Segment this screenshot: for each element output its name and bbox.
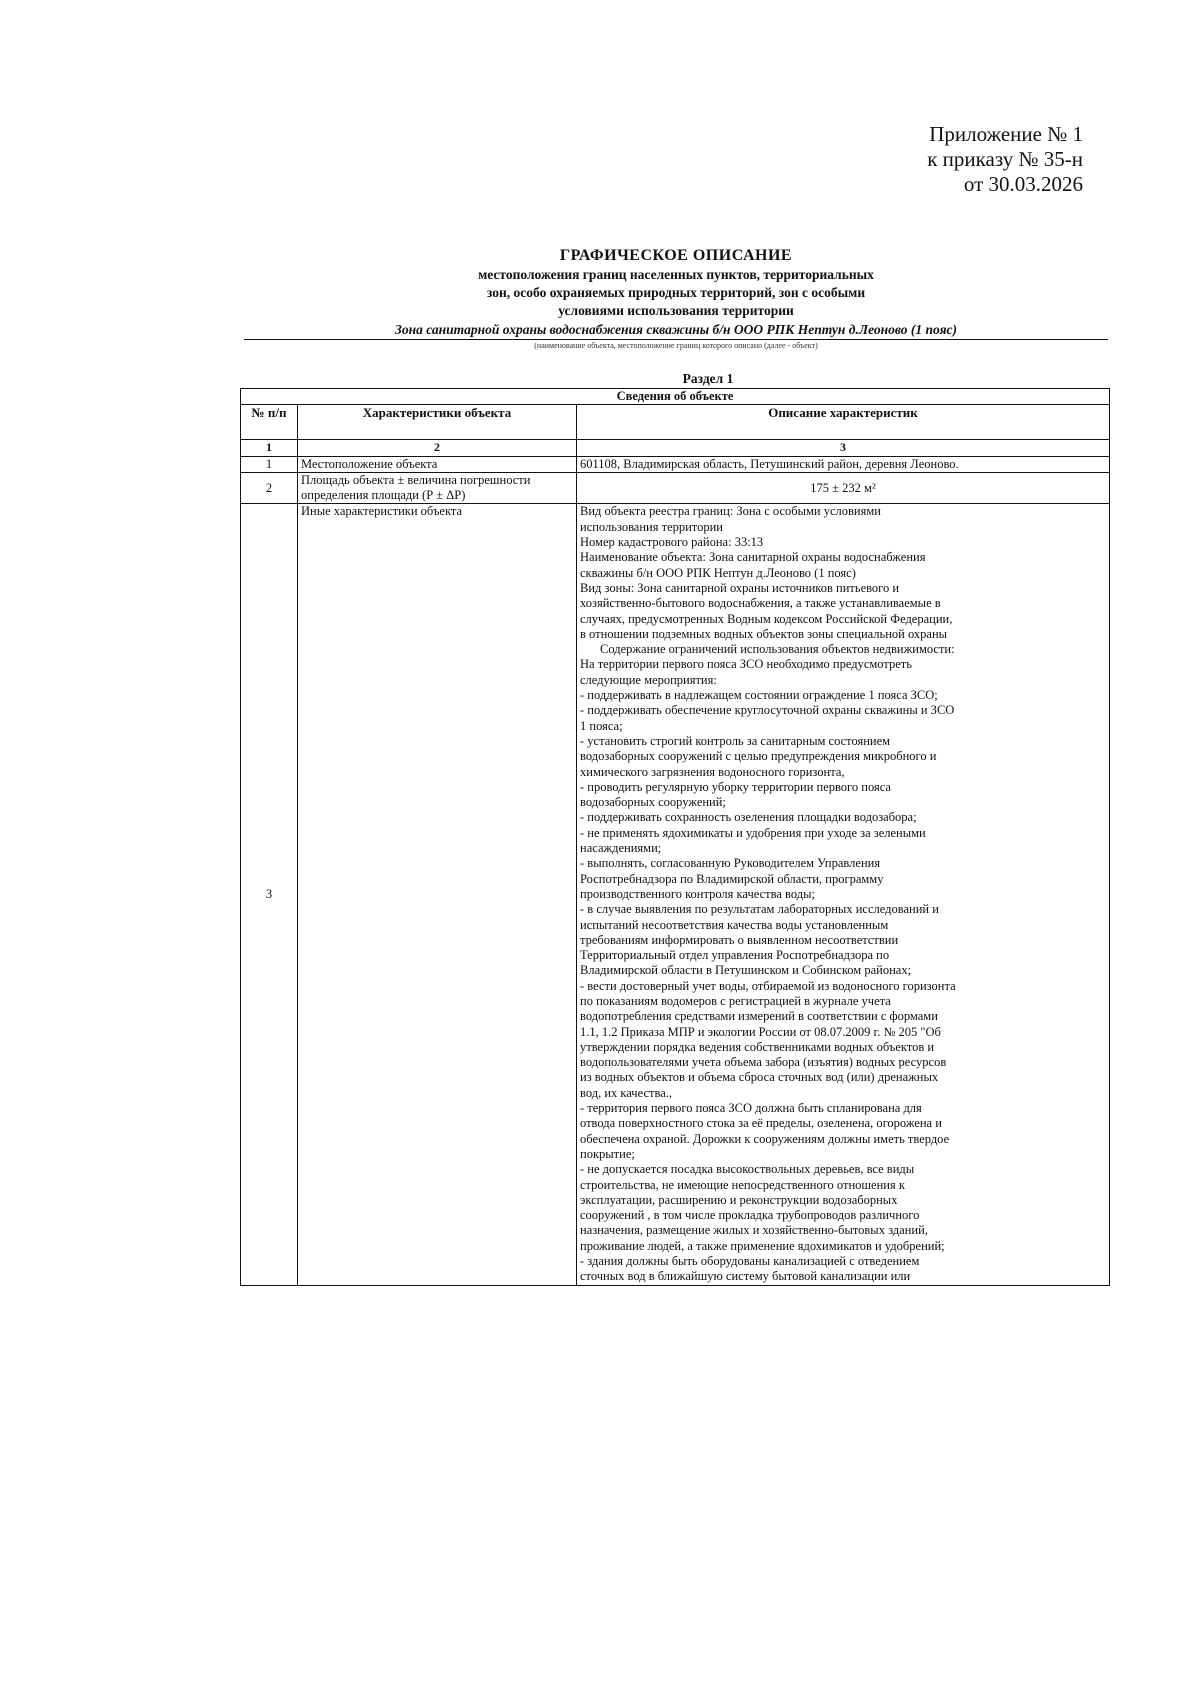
row-2-number: 2	[241, 472, 298, 504]
table-row	[241, 504, 1110, 1285]
description-line: - в случае выявления по результатам лабораторных исследований и	[580, 902, 939, 917]
annex-line-2: к приказу № 35-н	[927, 147, 1083, 171]
description-line: Содержание ограничений использования объектов недвижимости:	[600, 642, 955, 657]
description-line: назначения, размещение жилых и хозяйственно-бытовых зданий,	[580, 1223, 928, 1238]
description-line: - проводить регулярную уборку территории первого пояса	[580, 779, 891, 794]
description-line: требованиям информировать о выявленном несоответствии	[580, 932, 899, 947]
document-subtitle-line-3: условиями использования территории	[558, 303, 794, 318]
description-line: скважины б/н ООО РПК Нептун д.Леоново (1 пояс)	[580, 565, 856, 580]
table-title: Сведения об объекте	[241, 389, 1110, 405]
description-line: хозяйственно-бытового водоснабжения, а также устанавливаемые в	[580, 596, 941, 611]
description-line: водопотребления средствами измерений в соответствии с формами	[580, 1009, 938, 1024]
description-line: - не применять ядохимикаты и удобрения при уходе за зелеными	[580, 825, 926, 840]
description-line: водозаборных сооружений;	[580, 795, 726, 810]
col-number-1: 1	[241, 440, 298, 456]
description-line: испытаний несоответствия качества воды установленным	[580, 917, 889, 932]
description-line: Номер кадастрового района: 33:13	[580, 535, 764, 550]
description-line: - поддерживать в надлежащем состоянии ограждение 1 пояса ЗСО;	[580, 688, 938, 703]
description-line: следующие мероприятия:	[580, 672, 717, 687]
table-row	[241, 456, 1110, 472]
description-line: 1 пояса;	[580, 718, 623, 733]
description-line: - поддерживать обеспечение круглосуточной охраны скважины и ЗСО	[580, 703, 955, 718]
description-line: проживание людей, а также применение ядохимикатов и удобрений;	[580, 1238, 945, 1253]
description-line: - не допускается посадка высокоствольных деревьев, все виды	[580, 1162, 915, 1177]
description-line: - вести достоверный учет воды, отбираемой из водоносного горизонта	[580, 978, 956, 993]
document-title: ГРАФИЧЕСКОЕ ОПИСАНИЕ	[559, 247, 793, 264]
annex-line-3: от 30.03.2026	[963, 172, 1083, 196]
col-number-2: 2	[298, 440, 577, 456]
row-2-name: Площадь объекта ± величина погрешности определения площади (Р ± ΔР)	[298, 472, 577, 504]
row-3-name: Иные характеристики объекта	[298, 504, 577, 1285]
row-3-value	[577, 504, 1110, 1285]
description-line: 1.1, 1.2 Приказа МПР и экологии России от 08.07.2009 г. № 205 "Об	[580, 1024, 941, 1039]
description-line: химического загрязнения водоносного горизонта,	[580, 764, 845, 779]
description-line: сточных вод в ближайшую систему бытовой канализации или	[580, 1269, 911, 1284]
description-line: по показаниям водомеров с регистрацией в журнале учета	[580, 993, 891, 1008]
description-line: эксплуатации, расширению и реконструкции водозаборных	[580, 1192, 898, 1207]
description-line: - здания должны быть оборудованы канализацией с отведением	[580, 1254, 920, 1269]
description-line: - территория первого пояса ЗСО должна быть спланирована для	[580, 1101, 922, 1116]
object-info-table	[240, 388, 1110, 1286]
annex-line-1: Приложение № 1	[929, 122, 1083, 146]
description-line: вод, их качества.,	[580, 1085, 673, 1100]
table-row	[241, 472, 1110, 504]
col-header-characteristic: Характеристики объекта	[298, 405, 577, 440]
col-header-description: Описание характеристик	[577, 405, 1110, 440]
col-header-number: № п/п	[241, 405, 298, 440]
description-line: утверждении порядка ведения собственниками водных объектов и	[580, 1039, 935, 1054]
description-line: водопользователями учета объема забора (изъятия) водных ресурсов	[580, 1055, 947, 1070]
zone-name: Зона санитарной охраны водоснабжения скважины б/н ООО РПК Нептун д.Леоново (1 пояс)	[244, 321, 1108, 340]
description-line: Наименование объекта: Зона санитарной охраны водоснабжения	[580, 550, 926, 565]
description-line: водозаборных сооружений с целью предупреждения микробного и	[580, 749, 937, 764]
row-3-number: 3	[241, 504, 298, 1285]
description-line: Роспотребнадзора по Владимирской области, программу	[580, 871, 884, 886]
table-header-row	[241, 405, 1110, 440]
description-line: обеспечена охраной. Дорожки к сооружениям должны иметь твердое	[580, 1131, 950, 1146]
column-number-row	[241, 440, 1110, 456]
table-title-row	[241, 389, 1110, 405]
description-line: - выполнять, согласованную Руководителем Управления	[580, 856, 881, 871]
document-title-block	[244, 246, 1108, 352]
description-line: сооружений , в том числе прокладка трубопроводов различного	[580, 1208, 920, 1223]
description-line: из водных объектов и объема сброса сточных вод (или) дренажных	[580, 1070, 939, 1085]
description-line: случаях, предусмотренных Водным кодексом Российской Федерации,	[580, 611, 953, 626]
description-line: На территории первого пояса ЗСО необходимо предусмотреть	[580, 657, 912, 672]
row-1-value: 601108, Владимирская область, Петушинский район, деревня Леоново.	[577, 456, 1110, 472]
row-2-value: 175 ± 232 м²	[577, 472, 1110, 504]
description-line: - поддерживать сохранность озеленения площадки водозабора;	[580, 810, 917, 825]
section-title: Раздел 1	[682, 371, 734, 386]
description-line: строительства, не имеющие непосредственного отношения к	[580, 1177, 905, 1192]
description-line: использования территории	[580, 519, 723, 534]
description-line: Вид зоны: Зона санитарной охраны источников питьевого и	[580, 580, 900, 595]
col-number-3: 3	[577, 440, 1110, 456]
description-line: Территориальный отдел управления Роспотребнадзора по	[580, 948, 890, 963]
description-line: Владимирской области в Петушинском и Собинском районах;	[580, 963, 912, 978]
description-line: насаждениями;	[580, 841, 662, 856]
annex-reference	[927, 122, 1083, 197]
zone-caption: (наименование объекта, местоположение границ которого описано (далее - объект)	[534, 341, 818, 350]
row-1-number: 1	[241, 456, 298, 472]
description-line: Вид объекта реестра границ: Зона с особыми условиями	[580, 504, 881, 519]
description-line: производственного контроля качества воды;	[580, 886, 815, 901]
description-line: - установить строгий контроль за санитарным состоянием	[580, 733, 891, 748]
description-line: отвода поверхностного стока за её пределы, озеленена, огорожена и	[580, 1116, 942, 1131]
description-line: в отношении подземных водных объектов зоны специальной охраны	[580, 626, 948, 641]
description-line: покрытие;	[580, 1146, 635, 1161]
document-subtitle-line-2: зон, особо охраняемых природных территорий, зон с особыми	[486, 285, 866, 300]
document-subtitle-line-1: местоположения границ населенных пунктов, территориальных	[478, 267, 874, 282]
row-1-name: Местоположение объекта	[298, 456, 577, 472]
